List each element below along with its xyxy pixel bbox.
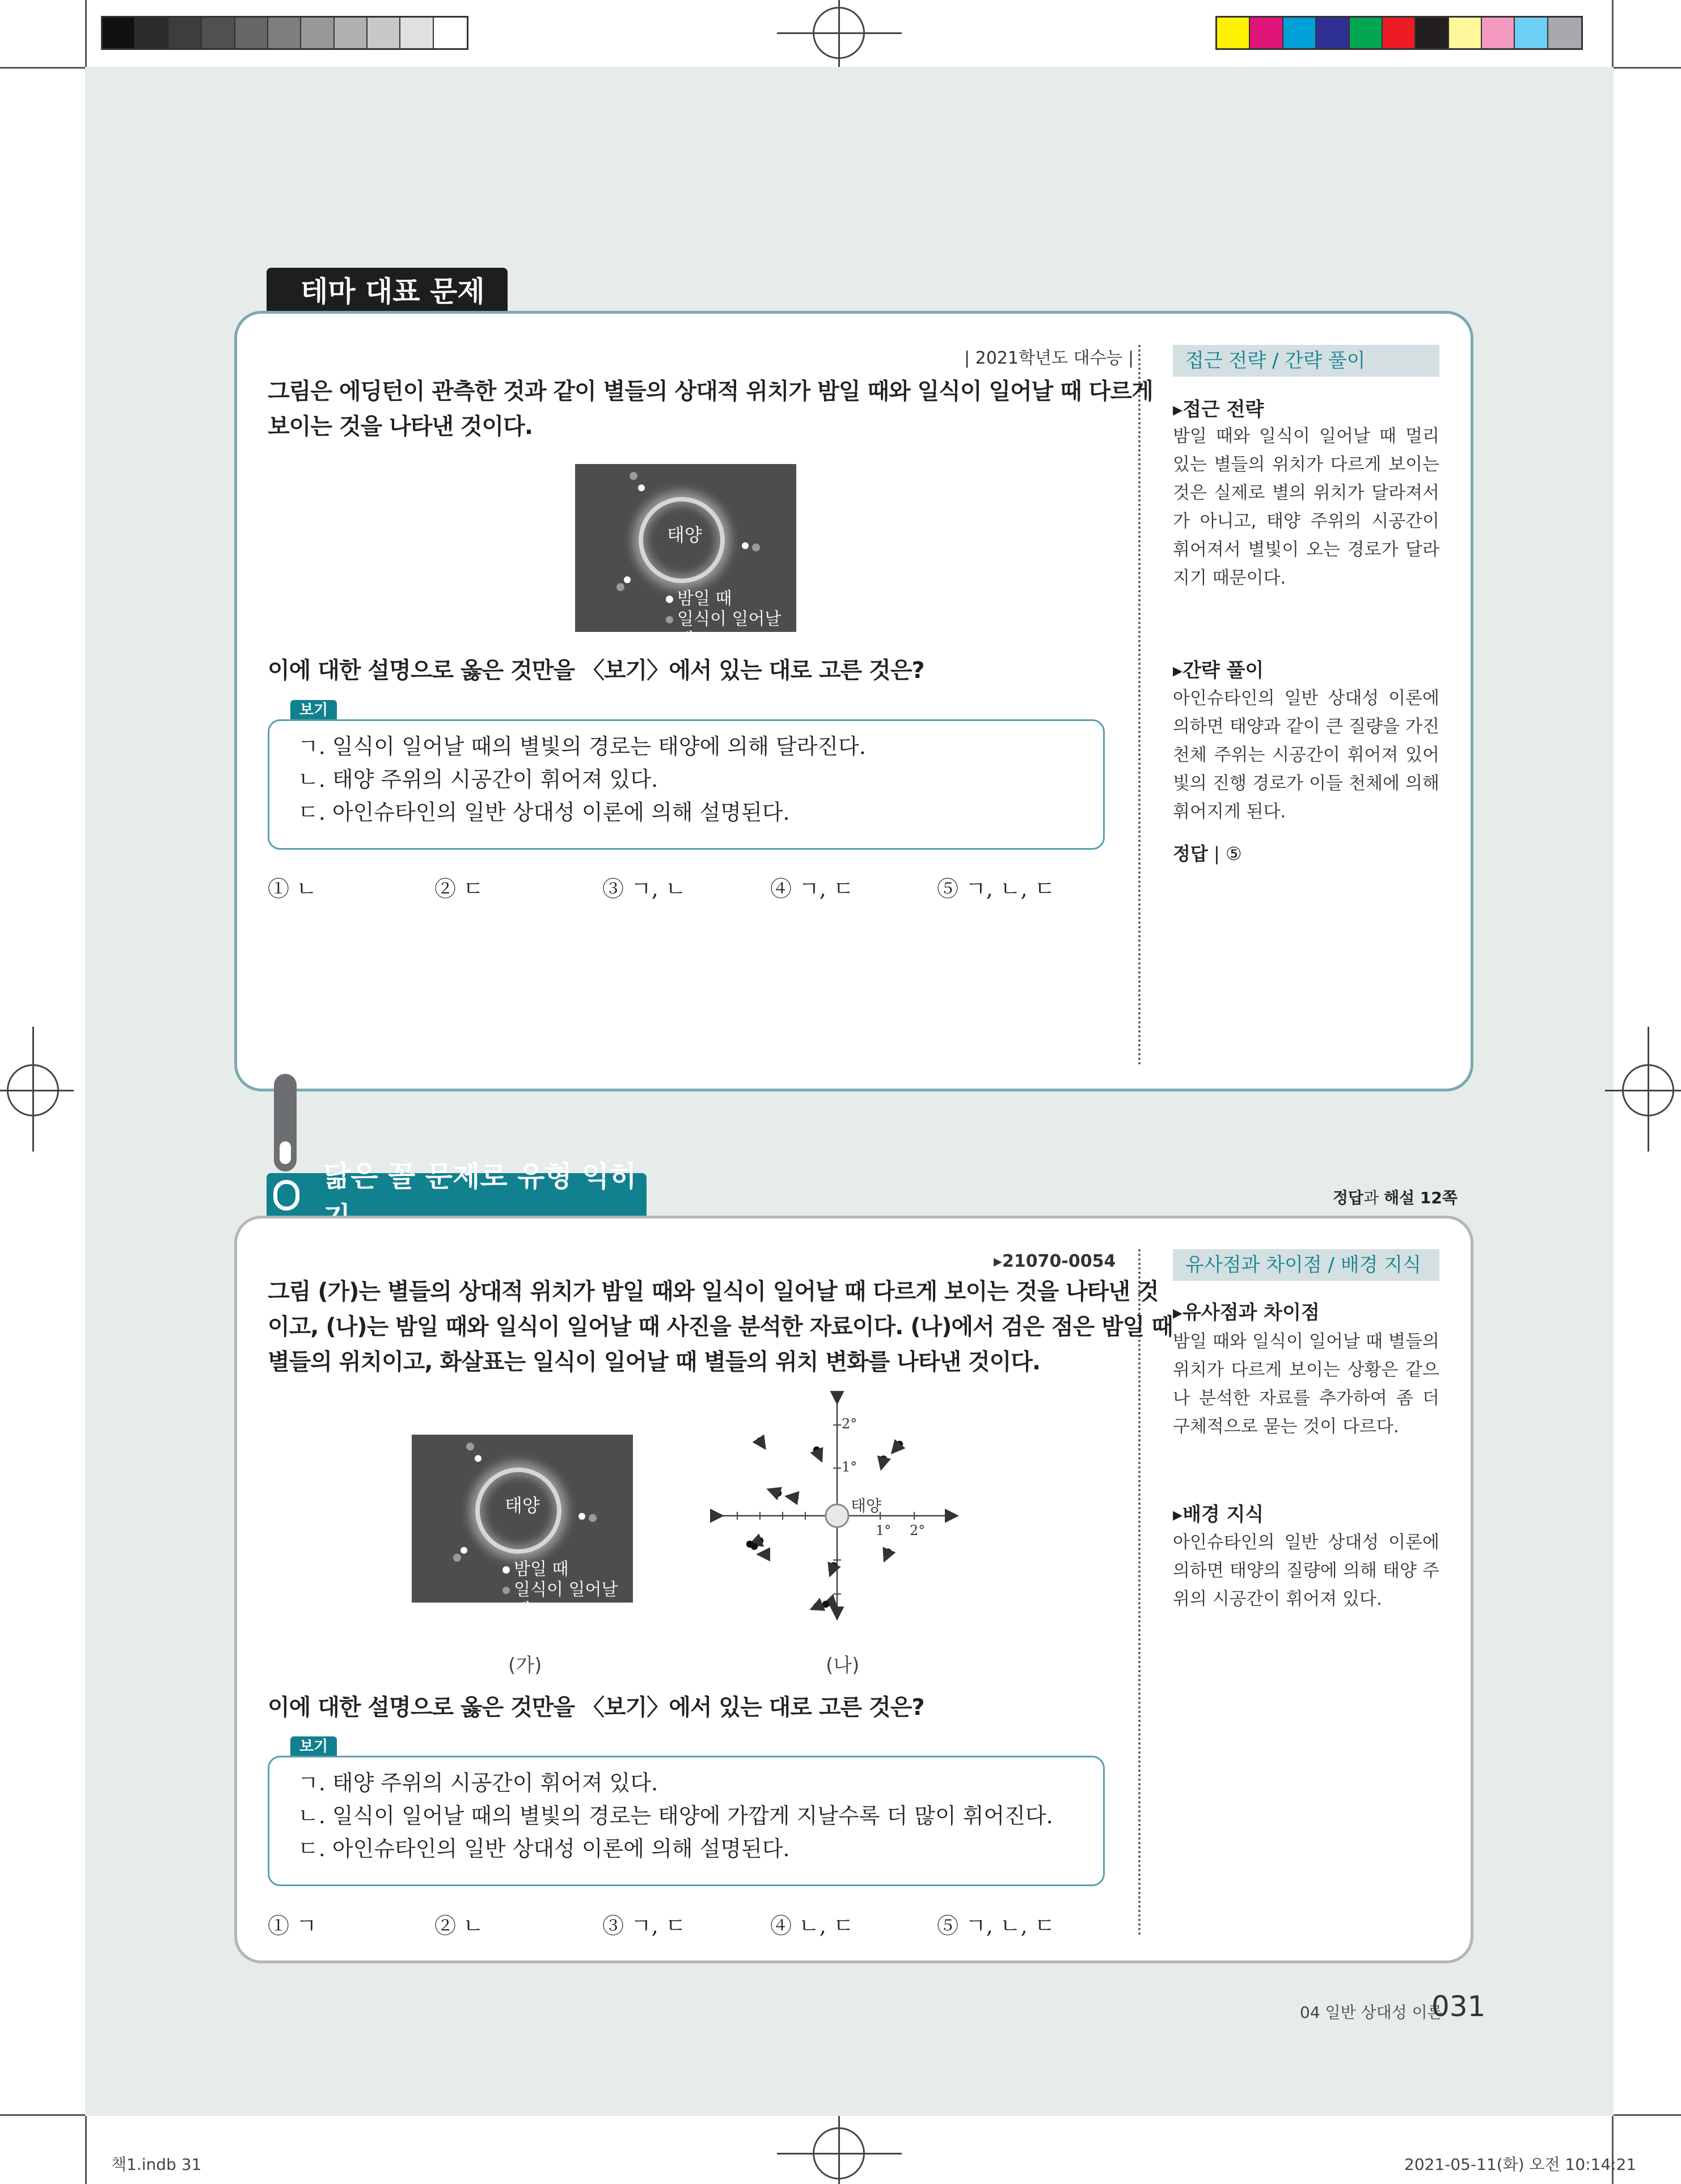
answer-line xyxy=(1173,840,1242,866)
crop-mark xyxy=(0,67,85,69)
bogi-item: ㄷ. 아인슈타인의 일반 상대성 이론에 의해 설명된다. xyxy=(298,1836,790,1861)
sun-label: 태양 xyxy=(851,1496,882,1515)
y-tick-label: 1° xyxy=(842,1459,858,1475)
color-swatch xyxy=(1416,18,1448,48)
color-swatch xyxy=(1482,18,1515,48)
print-timestamp: 2021-05-11(화) 오전 10:14:21 xyxy=(1404,2155,1637,2174)
question-source: | 2021학년도 대수능 | xyxy=(964,348,1134,368)
registration-line xyxy=(1605,1090,1681,1091)
theme-tab: 테마 대표 문제 xyxy=(267,268,508,311)
column-divider xyxy=(1138,345,1141,1065)
question-text-line: 그림은 에딩턴이 관측한 것과 같이 별들의 상대적 위치가 밤일 때와 일식이 일어날 때 다르게 xyxy=(268,378,1153,404)
gray-swatch xyxy=(136,18,168,48)
answer-value: | ⑤ xyxy=(1214,843,1242,865)
crop-mark xyxy=(85,2116,87,2184)
answer-option-5[interactable]: ⑤ ㄱ, ㄴ, ㄷ xyxy=(937,876,1055,901)
x-tick-label: 1° xyxy=(876,1523,892,1538)
figure-b-caption: (나) xyxy=(826,1654,860,1677)
eclipse-star-dot xyxy=(589,1514,597,1522)
color-swatch xyxy=(1515,18,1548,48)
sun-icon xyxy=(826,1504,848,1527)
link-connector-hole xyxy=(280,1141,291,1164)
similarity-header: 유사점과 차이점 / 배경 지식 xyxy=(1173,1249,1439,1281)
crop-mark xyxy=(0,2114,85,2116)
solution-text: 아인슈타인의 일반 상대성 이론에 의하면 태양과 같이 큰 질량을 가진 천체 주위는 시공간이 휘어져 있어 빛의 진행 경로가 이들 천체에 의해 휘어지게 된다. xyxy=(1173,688,1439,822)
similar-tab-label: 닮은 꼴 문제로 유형 익히 xyxy=(323,1160,637,1193)
similar-tab xyxy=(267,1160,647,1216)
legend-night-label: 밤일 때 xyxy=(514,1559,569,1579)
legend-eclipse-label: 일식이 일어날 때 xyxy=(514,1580,618,1620)
color-swatch xyxy=(1217,18,1250,48)
registration-line xyxy=(32,1027,34,1152)
y-tick-label: 2° xyxy=(842,1416,858,1432)
question-code: ▸21070-0054 xyxy=(994,1251,1116,1271)
answer-option-4[interactable]: ④ ㄴ, ㄷ xyxy=(770,1913,854,1938)
bogi-item: ㄴ. 일식이 일어날 때의 별빛의 경로는 태양에 가깝게 지날수록 더 많이 휘어진다. xyxy=(298,1803,1053,1828)
bogi-item: ㄷ. 아인슈타인의 일반 상대성 이론에 의해 설명된다. xyxy=(298,800,790,825)
column-divider xyxy=(1138,1249,1141,1936)
color-swatch xyxy=(1548,18,1581,48)
answer-ref-and: 과 xyxy=(1363,1188,1384,1207)
gray-swatch xyxy=(202,18,235,48)
gray-swatch xyxy=(301,18,334,48)
answer-ref-answer: 정답 xyxy=(1333,1188,1364,1207)
gray-swatch xyxy=(434,18,467,48)
answer-option-5[interactable]: ⑤ ㄱ, ㄴ, ㄷ xyxy=(937,1913,1055,1938)
bogi-label: 보기 xyxy=(290,700,337,720)
gray-swatch xyxy=(268,18,301,48)
similarity-title: ▸유사점과 차이점 xyxy=(1173,1301,1320,1324)
question-prompt: 이에 대한 설명으로 옳은 것만을 〈보기〉에서 있는 대로 고른 것은? xyxy=(268,657,924,684)
file-info: 책1.indb 31 xyxy=(111,2155,202,2174)
gray-swatch xyxy=(368,18,400,48)
bogi-item: ㄱ. 태양 주위의 시공간이 휘어져 있다. xyxy=(298,1770,658,1795)
night-star-dot xyxy=(624,576,631,583)
x-tick-label: 2° xyxy=(910,1523,926,1538)
color-swatch xyxy=(1316,18,1349,48)
strategy-header: 접근 전략 / 간략 풀이 xyxy=(1173,345,1439,377)
page-number: 031 xyxy=(1431,1990,1486,2023)
question-prompt: 이에 대한 설명으로 옳은 것만을 〈보기〉에서 있는 대로 고른 것은? xyxy=(268,1694,924,1721)
bogi-item: ㄴ. 태양 주위의 시공간이 휘어져 있다. xyxy=(298,767,658,792)
eclipse-star-dot xyxy=(630,472,637,480)
night-star-dot xyxy=(475,1455,482,1462)
color-swatch xyxy=(1250,18,1283,48)
eclipse-star-dot xyxy=(616,583,624,591)
background-text: 아인슈타인의 일반 상대성 이론에 의하면 태양의 질량에 의해 태양 주위의 시공간이 휘어져 있다. xyxy=(1173,1532,1439,1609)
answer-option-1[interactable]: ① ㄴ xyxy=(268,876,317,901)
registration-line xyxy=(838,2116,840,2184)
approach-text: 밤일 때와 일식이 일어날 때 멀리 있는 별들의 위치가 다르게 보이는 것은 실제로 별의 위치가 달라져서가 아니고, 태양 주위의 시공간이 휘어져서 별빛이 오는 경로가 달라지기 때문이다. xyxy=(1173,426,1439,588)
answer-ref-page: 12쪽 xyxy=(1414,1188,1458,1207)
night-star-dot xyxy=(742,542,749,549)
figure-a-caption: (가) xyxy=(508,1654,542,1677)
sun-label: 태양 xyxy=(505,1495,540,1516)
legend-night-dot xyxy=(502,1566,510,1574)
eclipse-star-dot xyxy=(752,543,760,551)
gray-swatch xyxy=(400,18,433,48)
bogi-item: ㄱ. 일식이 일어날 때의 별빛의 경로는 태양에 의해 달라진다. xyxy=(298,734,866,759)
eclipse-star-dot xyxy=(466,1443,474,1451)
bogi-label: 보기 xyxy=(290,1736,337,1757)
legend-eclipse-label: 일식이 일어날 때 xyxy=(677,609,782,650)
crop-mark xyxy=(85,0,87,67)
eclipse-star-dot xyxy=(453,1554,461,1562)
registration-line xyxy=(1648,1027,1649,1152)
answer-option-4[interactable]: ④ ㄱ, ㄷ xyxy=(770,876,854,901)
answer-option-2[interactable]: ② ㄴ xyxy=(434,1913,484,1938)
question-text-line: 별들의 위치이고, 화살표는 일식이 일어날 때 별들의 위치 변화를 나타낸 것이다. xyxy=(268,1349,1041,1375)
grayscale-color-bar xyxy=(101,16,468,50)
night-star-dot xyxy=(578,1513,585,1520)
answer-option-2[interactable]: ② ㄷ xyxy=(434,876,484,901)
legend-eclipse-dot xyxy=(502,1587,510,1594)
sun-label: 태양 xyxy=(667,524,702,546)
star-deflection-diagram xyxy=(715,1395,964,1622)
solution-title: ▸간략 풀이 xyxy=(1173,659,1264,682)
color-swatch xyxy=(1449,18,1482,48)
night-star-dot xyxy=(638,484,645,491)
gray-swatch xyxy=(103,18,136,48)
eclipse-star-figure-a xyxy=(412,1435,633,1620)
approach-title: ▸접근 전략 xyxy=(1173,398,1264,421)
question-text-line: 그림 (가)는 별들의 상대적 위치가 밤일 때와 일식이 일어날 때 다르게 보이는 것을 나타낸 것 xyxy=(268,1279,1159,1305)
gray-swatch xyxy=(335,18,368,48)
night-star-dot xyxy=(461,1547,467,1554)
question-text-line: 보이는 것을 나타낸 것이다. xyxy=(268,414,533,440)
legend-night-label: 밤일 때 xyxy=(677,589,732,609)
color-swatch xyxy=(1350,18,1383,48)
process-color-bar xyxy=(1215,16,1583,50)
eclipse-star-figure xyxy=(575,464,796,650)
legend-eclipse-dot xyxy=(666,616,673,623)
answer-option-3[interactable]: ③ ㄱ, ㄷ xyxy=(602,1913,686,1938)
gray-swatch xyxy=(235,18,268,48)
gray-swatch xyxy=(169,18,202,48)
chapter-title: 04 일반 상대성 이론 xyxy=(1300,2003,1443,2022)
background-title: ▸배경 지식 xyxy=(1173,1503,1264,1526)
answer-option-1[interactable]: ① ㄱ xyxy=(268,1913,317,1938)
similarity-text: 밤일 때와 일식이 일어날 때 별들의 위치가 다르게 보이는 상황은 같으나 분석한 자료를 추가하여 좀 더 구체적으로 묻는 것이 다르다. xyxy=(1173,1331,1439,1437)
color-swatch xyxy=(1383,18,1416,48)
legend-night-dot xyxy=(666,596,673,603)
answer-reference xyxy=(1333,1186,1458,1208)
color-swatch xyxy=(1283,18,1316,48)
registration-line xyxy=(838,0,840,67)
crop-mark xyxy=(1614,2114,1681,2116)
crop-mark xyxy=(1614,67,1681,69)
link-ring-icon xyxy=(273,1180,299,1211)
bogi-box xyxy=(268,719,1105,850)
bogi-box xyxy=(268,1756,1105,1886)
answer-ref-explanation: 해설 xyxy=(1384,1188,1415,1207)
registration-line xyxy=(0,1090,74,1091)
answer-option-3[interactable]: ③ ㄱ, ㄴ xyxy=(602,876,686,901)
crop-mark xyxy=(1612,0,1614,67)
answer-label: 정답 xyxy=(1173,843,1208,865)
question-text-line: 이고, (나)는 밤일 때와 일식이 일어날 때 사진을 분석한 자료이다. (나)에서 검은 점은 밤일 때 xyxy=(268,1314,1173,1340)
